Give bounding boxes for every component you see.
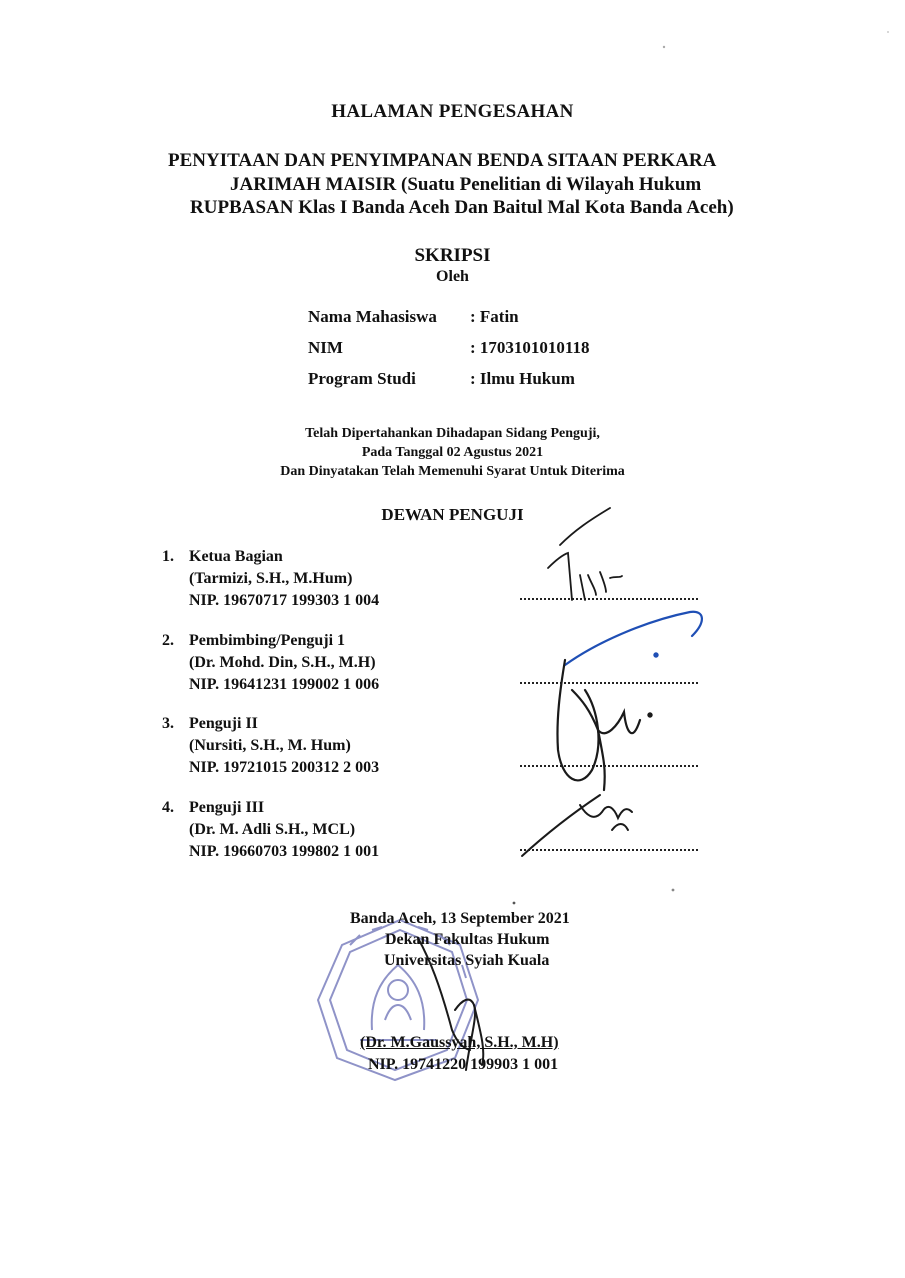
university-name: Universitas Syiah Kuala	[384, 952, 550, 969]
defense-statement-line-1: Telah Dipertahankan Dihadapan Sidang Penguji,	[305, 426, 600, 441]
examiner-nip: NIP. 19721015 200312 2 003	[189, 759, 380, 776]
board-title: DEWAN PENGUJI	[381, 505, 524, 524]
dean-nip: NIP. 19741220 199903 1 001	[368, 1056, 559, 1073]
examiner-nip: NIP. 19641231 199002 1 006	[189, 676, 380, 693]
student-nim-value: : 1703101010118	[470, 338, 590, 357]
study-program-value: : Ilmu Hukum	[470, 369, 575, 388]
thesis-title-line-1: PENYITAAN DAN PENYIMPANAN BENDA SITAAN PERKARA	[168, 150, 717, 171]
examiner-name: (Tarmizi, S.H., M.Hum)	[189, 570, 353, 587]
defense-statement-line-2: Pada Tanggal 02 Agustus 2021	[361, 445, 544, 460]
document-type: SKRIPSI	[414, 245, 491, 266]
examiner-number: 4.	[162, 799, 174, 816]
page-title: HALAMAN PENGESAHAN	[331, 101, 574, 122]
signature-3	[557, 660, 651, 790]
examiner-name: (Dr. M. Adli S.H., MCL)	[189, 821, 356, 838]
signature-4	[522, 795, 632, 856]
examiner-role: Penguji III	[189, 799, 265, 816]
study-program-label: Program Studi	[308, 369, 416, 388]
dean-position: Dekan Fakultas Hukum	[385, 931, 550, 948]
examiner-number: 1.	[162, 548, 174, 565]
examiner-role: Pembimbing/Penguji 1	[189, 632, 346, 649]
student-name-value: : Fatin	[470, 307, 519, 326]
thesis-title-line-2: JARIMAH MAISIR (Suatu Penelitian di Wilayah Hukum	[230, 174, 702, 195]
defense-statement-line-3: Dan Dinyatakan Telah Memenuhi Syarat Untuk Diterima	[280, 464, 625, 479]
examiner-number: 3.	[162, 715, 174, 732]
examiner-name: (Nursiti, S.H., M. Hum)	[189, 737, 351, 754]
student-name-label: Nama Mahasiswa	[308, 307, 437, 326]
examiner-nip: NIP. 19660703 199802 1 001	[189, 843, 380, 860]
student-nim-label: NIM	[308, 338, 343, 357]
examiner-number: 2.	[162, 632, 174, 649]
examiner-name: (Dr. Mohd. Din, S.H., M.H)	[189, 654, 376, 671]
by-label: Oleh	[436, 268, 469, 285]
signature-2	[565, 612, 702, 665]
examiner-role: Penguji II	[189, 715, 258, 732]
place-and-date: Banda Aceh, 13 September 2021	[350, 910, 570, 927]
signature-1	[548, 508, 622, 600]
dean-name: (Dr. M.Gaussyah, S.H., M.H)	[360, 1034, 559, 1051]
thesis-title-line-3: RUPBASAN Klas I Banda Aceh Dan Baitul Mal Kota Banda Aceh)	[190, 197, 734, 218]
examiner-nip: NIP. 19670717 199303 1 004	[189, 592, 380, 609]
examiner-role: Ketua Bagian	[189, 548, 283, 565]
